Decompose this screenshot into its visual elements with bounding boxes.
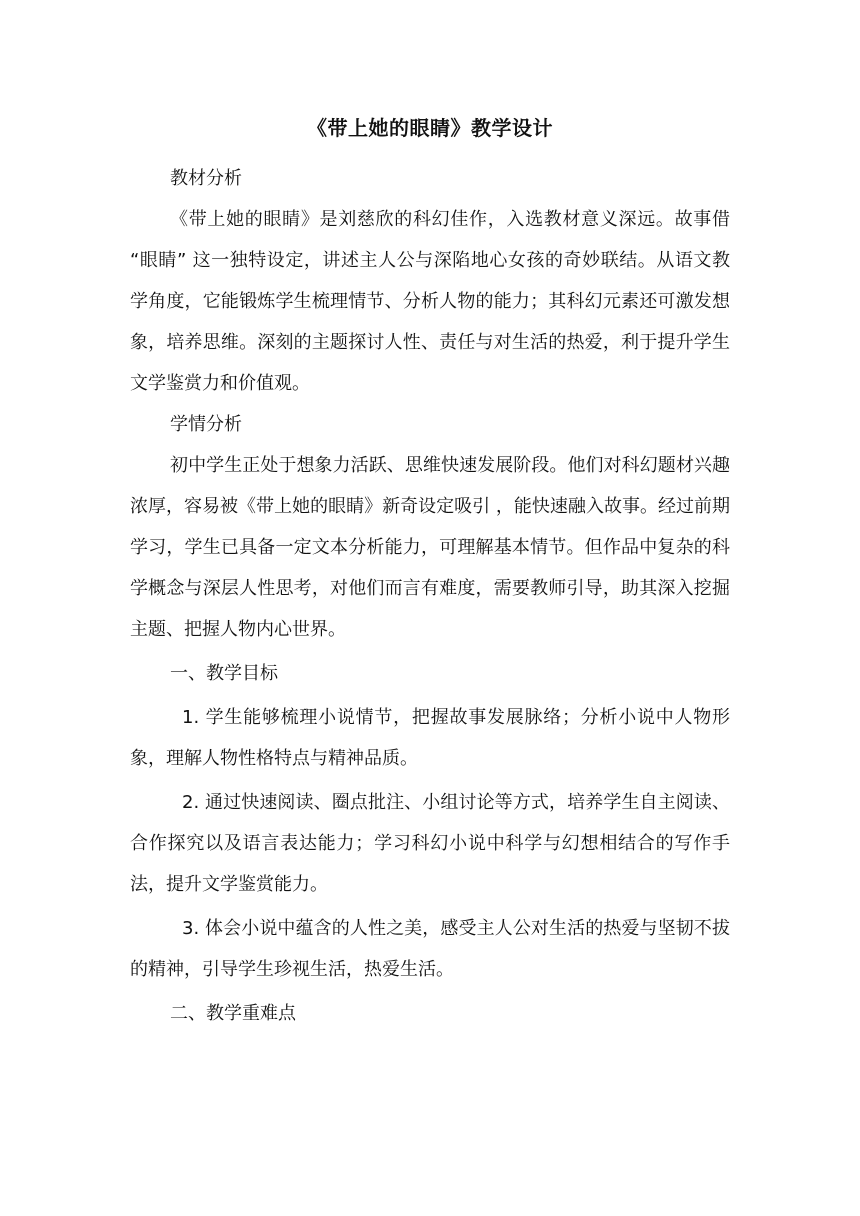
section-heading-material-analysis: 教材分析 xyxy=(170,168,242,189)
paragraph-material-analysis: 《带上她的眼睛》是刘慈欣的科幻佳作，入选教材意义深远。故事借 “眼睛” 这一独特设定，讲述主人公与深陷地心女孩的奇妙联结。从语文教学角度，它能锻炼学生梳理情节、分析人物的能力；其科幻元素还可激发想象，培养思维。深刻的主题探讨人性、责任与对生活的热爱，利于提升学生文学鉴赏力和价值观。 xyxy=(130,209,730,394)
section-heading-student-analysis: 学情分析 xyxy=(170,414,242,435)
document-title: 《带上她的眼睛》教学设计 xyxy=(307,116,553,140)
section-heading-teaching-objectives: 一、教学目标 xyxy=(170,663,278,684)
document-body xyxy=(130,108,730,1034)
objective-item-2: 2. 通过快速阅读、圈点批注、小组讨论等方式，培养学生自主阅读、合作探究以及语言表达能力；学习科幻小说中科学与幻想相结合的写作手法，提升文学鉴赏能力。 xyxy=(130,792,730,895)
objective-item-3: 3. 体会小说中蕴含的人性之美，感受主人公对生活的热爱与坚韧不拔的精神，引导学生珍视生活，热爱生活。 xyxy=(130,918,730,980)
paragraph-student-analysis: 初中学生正处于想象力活跃、思维快速发展阶段。他们对科幻题材兴趣浓厚，容易被《带上她的眼睛》新奇设定吸引 ，能快速融入故事。经过前期学习，学生已具备一定文本分析能力，可理解基本情节。但作品中复杂的科学概念与深层人性思考，对他们而言有难度，需要教师引导，助其深入挖掘主题、把握人物内心世界。 xyxy=(130,455,730,640)
objective-item-1: 1. 学生能够梳理小说情节，把握故事发展脉络；分析小说中人物形象，理解人物性格特点与精神品质。 xyxy=(130,707,730,769)
section-heading-key-difficulties: 二、教学重难点 xyxy=(170,1003,296,1024)
